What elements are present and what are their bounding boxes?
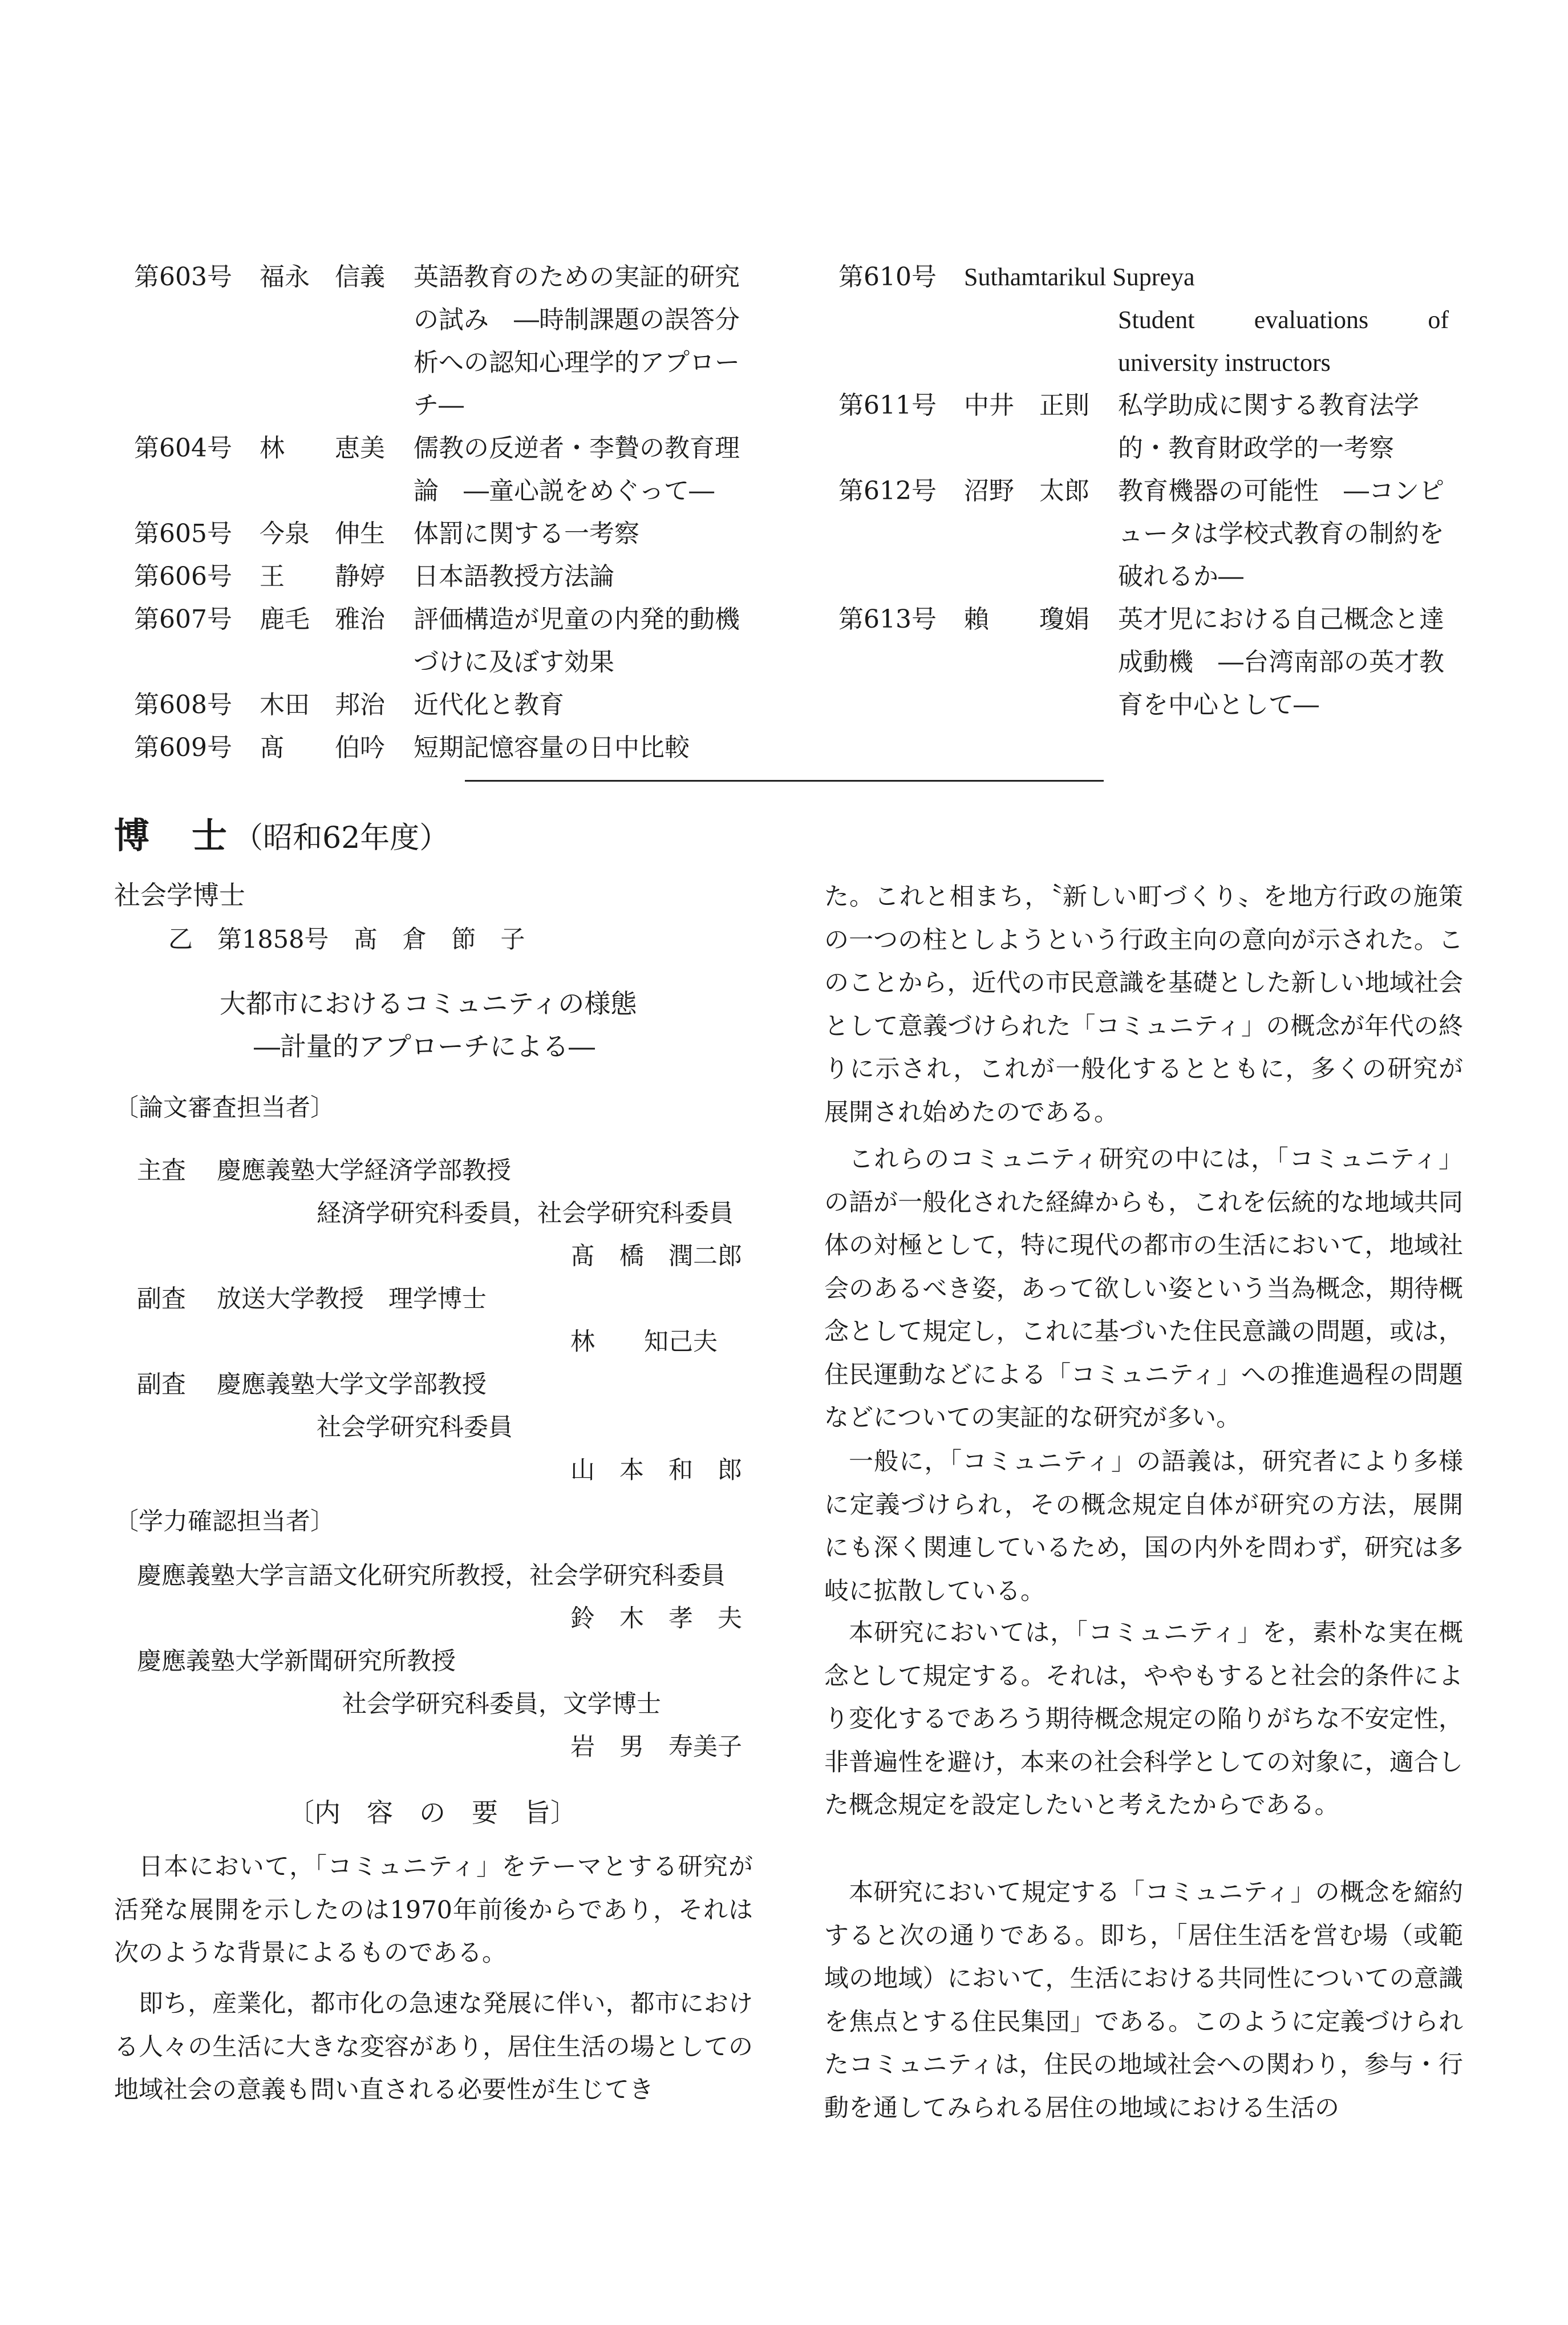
section-title: 博 士 [114, 815, 231, 856]
dissertation-title: 大都市におけるコミュニティの様態 [220, 988, 637, 1019]
examiner-sub-2 [137, 1364, 753, 1492]
paragraph: た。これと相まち，〝新しい町づくり〟を地方行政の施策の一つの柱としようという行政主向の意向が示された。このことから，近代の市民意識を基礎とした新しい地域社会として意義づけられた「コミュニティ」の概念が年代の終りに示され，これが一般化するとともに，多くの研究が展開され始めたのである。 [824, 883, 1463, 1127]
confirmer-affiliation: 社会学研究科委員，文学博士 [342, 1690, 661, 1719]
author-name: 髙 伯吟 [260, 733, 385, 762]
author-name: 沼野 太郎 [964, 476, 1089, 506]
examiner-name: 林 知己夫 [570, 1328, 718, 1356]
thesis-title: 評価構造が児童の内発的動機づけに及ぼす効果 [414, 605, 740, 677]
examiner-affiliation: 放送大学教授 理学博士 [217, 1285, 487, 1313]
thesis-number: 第606号 [134, 562, 232, 591]
examiner-affiliation: 慶應義塾大学文学部教授 [217, 1370, 487, 1399]
examiner-role: 副査 [137, 1370, 186, 1399]
examiner-affiliation: 経済学研究科委員，社会学研究科委員 [317, 1199, 734, 1228]
thesis-title: 日本語教授方法論 [414, 562, 614, 591]
paragraph: 本研究において規定する「コミュニティ」の概念を縮約すると次の通りである。即ち，「居住生活を営む場（或範域の地域）において，生活における共同性についての意識を焦点とする住民集団」である。このように定義づけられたコミュニティは，住民の地域社会への関わり，参与・行動を通してみられる居住の地域における生活の [824, 1878, 1463, 2122]
paragraph: これらのコミュニティ研究の中には，「コミュニティ」の語が一般化された経緯からも，これを伝統的な地域共同体の対極として，特に現代の都市の生活において，地域社会のあるべき姿，あって欲しい姿という当為概念，期待概念として規定し，これに基づいた住民意識の問題，或は，住民運動などによる「コミュニティ」への推進過程の問題などについての実証的な研究が多い。 [824, 1145, 1463, 1432]
thesis-title: 近代化と教育 [414, 690, 564, 719]
thesis-title: 英語教育のための実証的研究の試み ―時制課題の誤答分析への認知心理学的アプローチ― [414, 262, 740, 420]
section-year: （昭和62年度） [233, 821, 449, 855]
examiner-role: 副査 [137, 1285, 186, 1313]
thesis-number: 第610号 [838, 262, 937, 292]
thesis-number: 第613号 [838, 605, 937, 634]
thesis-number: 第605号 [134, 519, 232, 548]
examiner-affiliation: 慶應義塾大学経済学部教授 [217, 1157, 511, 1185]
author-name: 賴 瓊娟 [964, 605, 1089, 634]
examiner-affiliation: 社会学研究科委員 [317, 1413, 513, 1442]
summary-header: 〔内 容 の 要 旨〕 [288, 1797, 577, 1828]
confirm-header: 〔学力確認担当者〕 [114, 1507, 335, 1536]
author-name: 中井 正則 [964, 391, 1089, 420]
paragraph: 日本において，「コミュニティ」をテーマとする研究が活発な展開を示したのは1970年前後からであり，それは次のような背景によるものである。 [114, 1853, 753, 1967]
thesis-number: 第612号 [838, 476, 937, 506]
thesis-title: 体罰に関する一考察 [414, 519, 639, 548]
section-divider [465, 780, 1104, 782]
examiner-sub-1 [137, 1278, 753, 1364]
thesis-number: 第608号 [134, 690, 232, 719]
degree: 社会学博士 [114, 880, 245, 911]
confirmer-1 [137, 1555, 753, 1640]
thesis-title: 私学助成に関する教育法学的・教育財政学的一考察 [1118, 391, 1419, 463]
paragraph: 即ち，産業化，都市化の急速な発展に伴い，都市における人々の生活に大きな変容があり，居住生活の場としての地域社会の意義も問い直される必要性が生じてき [114, 1990, 753, 2104]
thesis-title: 教育機器の可能性 ―コンピュータは学校式教育の制約を破れるか― [1118, 476, 1444, 591]
author-name: 今泉 伸生 [260, 519, 385, 548]
confirmer-name: 岩 男 寿美子 [570, 1733, 742, 1761]
dissertation-subtitle: ―計量的アプローチによる― [254, 1031, 595, 1062]
thesis-number: 第604号 [134, 434, 232, 463]
theses-list-right [838, 256, 1460, 723]
author-name: 木田 邦治 [260, 690, 385, 719]
author-name: 王 静婷 [260, 562, 385, 591]
thesis-id: 乙 第1858号 髙 倉 節 子 [168, 925, 525, 954]
section-heading [114, 807, 449, 856]
paragraph: 本研究においては，「コミュニティ」を，素朴な実在概念として規定する。それは，ややもすると社会的条件により変化するであろう期待概念規定の陥りがちな不安定性，非普遍性を避け，本来の社会科学としての対象に，適合した概念規定を設定したいと考えたからである。 [824, 1619, 1463, 1819]
confirmer-name: 鈴 木 孝 夫 [570, 1604, 742, 1633]
thesis-number: 第611号 [838, 391, 937, 420]
author-name: 鹿毛 雅治 [260, 605, 385, 634]
author-name: 林 恵美 [260, 434, 385, 463]
paragraph: 一般に，「コミュニティ」の語義は，研究者により多様に定義づけられ，その概念規定自体が研究の方法，展開にも深く関連しているため，国の内外を問わず，研究は多岐に拡散している。 [824, 1447, 1463, 1606]
author-name: Suthamtarikul Supreya [964, 263, 1195, 291]
thesis-title: 短期記憶容量の日中比較 [414, 733, 690, 762]
examiner-role: 主査 [137, 1157, 186, 1185]
thesis-number: 第603号 [134, 262, 232, 292]
confirmer-affiliation: 慶應義塾大学言語文化研究所教授，社会学研究科委員 [137, 1562, 726, 1590]
thesis-number: 第607号 [134, 605, 232, 634]
examiner-name: 髙 橋 潤二郎 [570, 1242, 742, 1271]
confirmer-affiliation: 慶應義塾大学新聞研究所教授 [137, 1647, 456, 1676]
examiners-header: 〔論文審査担当者〕 [114, 1094, 335, 1122]
thesis-number: 第609号 [134, 733, 232, 762]
theses-list-left [134, 256, 756, 762]
thesis-title: 英才児における自己概念と達成動機 ―台湾南部の英才教育を中心として― [1118, 605, 1444, 719]
left-body [114, 1846, 753, 2291]
right-body [824, 876, 1463, 2291]
thesis-title: Student evaluations of university instructors [1118, 306, 1449, 377]
examiner-name: 山 本 和 郎 [570, 1456, 742, 1485]
author-name: 福永 信義 [260, 262, 385, 292]
examiner-chief [137, 1150, 753, 1278]
thesis-title: 儒教の反逆者・李贄の教育理論 ―童心説をめぐって― [414, 434, 740, 506]
confirmer-2 [137, 1640, 753, 1769]
